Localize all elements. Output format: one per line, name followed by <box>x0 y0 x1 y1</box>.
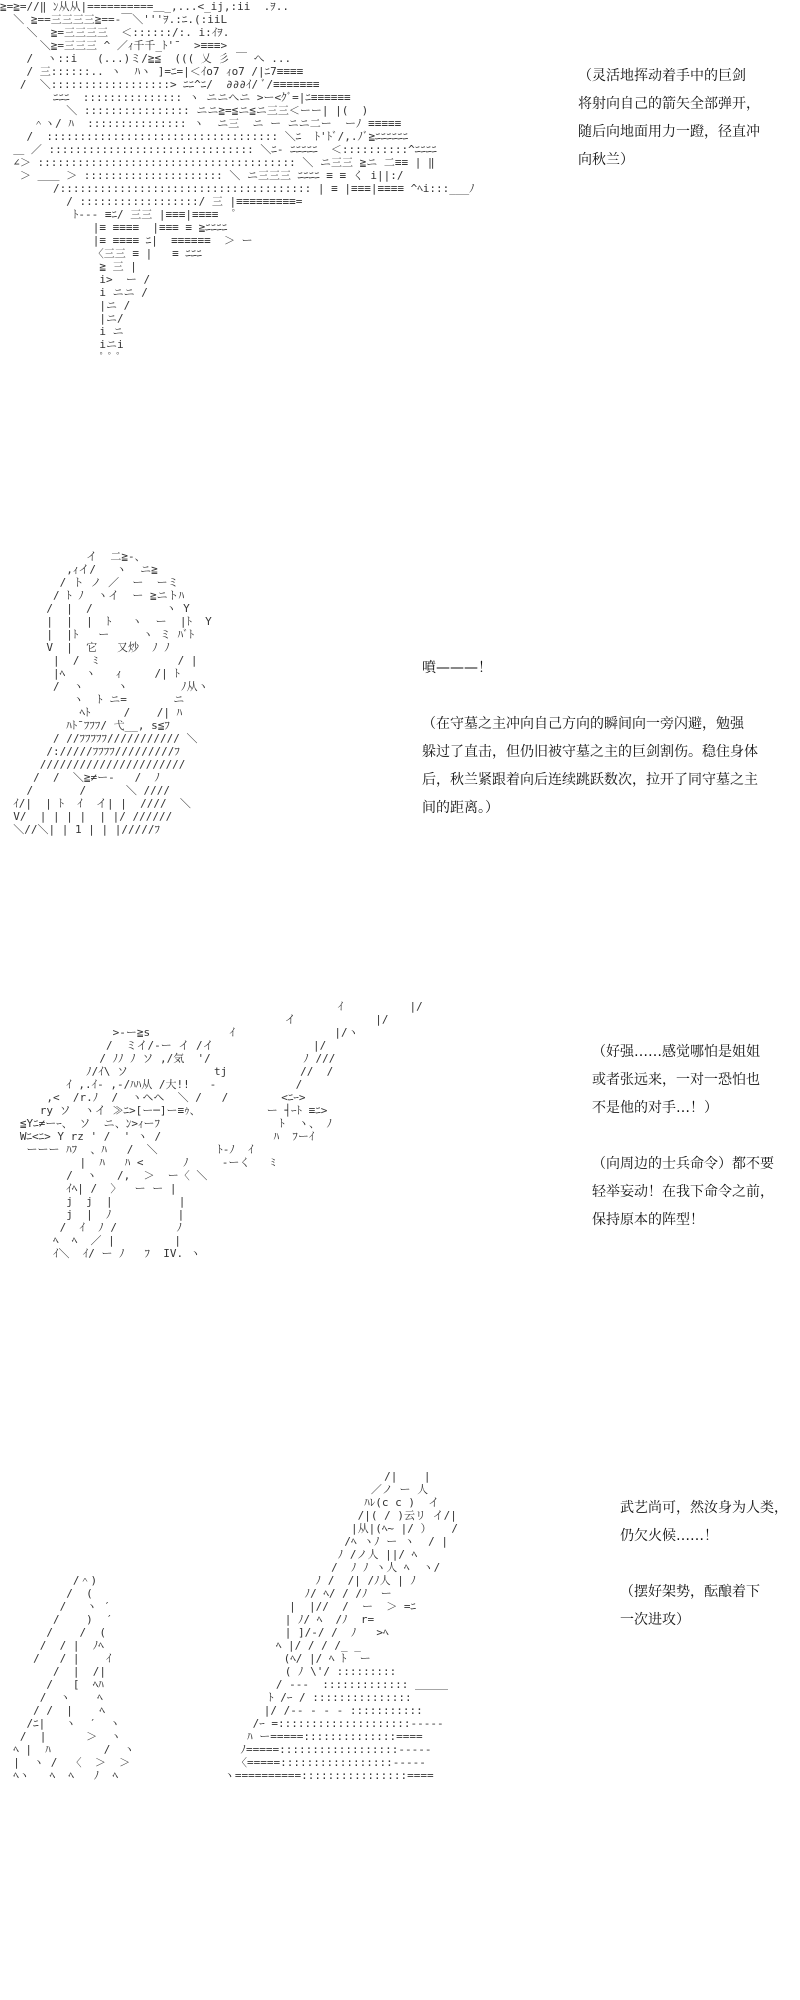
ascii-art-archer-aiming: ｲ |/ イ |/ >-ー≧s ｲ |/ヽ / ミイ/-ー イ /イ |/ / ﾉﾉ ﾉ ソ ,/気 '/ ﾉ /// ﾉ/ｲ\ ソ tj // / ｲ ,.ｲ- ,-/ﾊﾊ从 /大!! - / ,< /r.ﾉ / ヽヘヘ ＼ / / <ﾆｰ> ry ソ ヽイ ≫ﾆ>[ー─]ー≡ｩ、 ー ┤ｰﾄ ≡ﾆ> ≦Yﾆ≠ーｰ、 ソ ニ、ﾝ>ｨーﾌ ﾄ ヽ、 ﾉ Wﾆ<ﾆ> Y rz ' / ' ヽ / ﾊ ﾌーｲ ーーー ﾊﾌ 、ﾊ / ＼ ﾄ-ﾉ ｲ | ﾊ ﾊ < ﾉ -ーく ﾐ / ヽ /, ＞ ー〈 ＼ ｲﾍ| / 〉 ー ー | j j | | j | ﾉ | / ｲ ﾉ / ﾉ ﾍ ﾍ ／ | | ｲ＼ ｲ/ ー ﾉ ﾌ IV. ヽ <box>19 1000 423 1260</box>
panel-4 <box>0 1450 800 2000</box>
guardian-dialogue: 武艺尚可，然汝身为人类， 仍欠火候……！ （摆好架势，酝酿着下 一次进攻） <box>620 1500 788 1628</box>
ascii-art-archer-girl: イ 二≧-、 ,ｨイ/ ヽ ニ≧ / ト ノ ／ ー ーミ / ﾄ ﾉ ヽイ ー ≧ニトﾊ / | / ヽ Y | | | ﾄ ヽ ー |ﾄ Y | |ﾄ ー ヽ ミ ﾊﾞﾄ V | 它 又炒 ﾉ ﾉ | / ﾐ / | |ﾍ ヽ ｨ /| ﾄ / ヽ ヽ ﾉ从ヽ ヽ ﾄ ニ= ニ ﾍﾄ / /| ﾊ ﾊﾄ¯ﾌﾌﾌ/ 弋__, s≦ﾌ / //ﾌﾌﾌﾌﾌ/////////// ＼ /://///ﾌﾌﾌﾌ/////////ﾌ ////////////////////// / / ＼≧≠ー- / ﾉ / / ＼ //// ｲ/| | ﾄ ｲ イ| | //// ＼ V/ | | | | | |/ ////// ＼//＼| | 1 | | |/////ﾌ <box>13 550 212 836</box>
narration-text: （灵活地挥动着手中的巨剑 将射向自己的箭矢全部弹开， 随后向地面用力一蹬，径直冲 向秋兰） <box>578 68 760 168</box>
panel-3 <box>0 1000 800 1420</box>
thought-and-command: （好强……感觉哪怕是姐姐 或者张远来，一对一恐怕也 不是他的对手…！） （向周边的士兵命令）都不要 轻举妄动！在我下命令之前， 保持原本的阵型！ <box>592 1044 774 1228</box>
panel-1 <box>0 0 800 500</box>
panel-2 <box>0 530 800 980</box>
ascii-art-swordsman-leap: ≧=≧=//‖ ﾝ从从|==========＿_,...<_ij,:ii .ｦ.. ＼ ≧==三三三三≧==-￣＼'''ｦ.:ﾆ.(:iiL ＼ ≧=三三三三 ＜::::::/:. i:ｲｦ. ＼≧=三三三 ^ ／ｨ千千_ﾄ'¯ >≡≡≡> / ヽ::i (...)ミ/≧≦ ((( 乂 彡 ￣ へ ... / 三::::::.. ヽ ﾊヽ ]=ﾆ=|＜ｲo7 ｨo7 /|ﾆ7≡≡≡≡ / ＼::::::::::::::::::> ﾆﾆ^ﾆ/ ∂∂∂ｲ/ ﾞ/≡≡≡≡≡≡≡ ﾆﾆﾆ ::::::::::::::: ヽ ニニへニ >ー<ｸﾞ=|ﾆ≡≡≡≡≡≡ ＼ :::::::::::::::: ニニ≧=≦ニ≦ニ三三＜ーー| |( ) ＾ヽ/ ﾊ ::::::::::::::: ヽ ニ三 ニ ー ニニ二ー ーﾉ ≡≡≡≡≡ / ::::::::::::::::::::::::::::::::::: ＼ﾆ ﾄ'ﾄﾞ/,.ﾉﾞ≧ﾆﾆﾆﾆﾆﾆ ＿ ／ ::::::::::::::::::::::::::::::: ＼ﾆ- ﾆﾆﾆﾆﾆ ＜::::::::::^ﾆﾆﾆﾆ ∠＞ ::::::::::::::::::::::::::::::::::::::: ＼ ニ三三 ≧ニ 二≡≡ | ‖ ＞ ＿＿ ＞ ::::::::::::::::::::: ＼ ニ三三三 ﾆﾆﾆﾆ ≡ ≡ く i||:/ /:::::::::::::::::::::::::::::::::::::: | ≡ |≡≡≡|≡≡≡≡ ^ﾍi:::___ﾉ / ::::::::::::::::::/ 三 |≡≡≡≡≡≡≡≡≡= ﾄ--- ≡ﾆ/ 三三 |≡≡≡|≡≡≡≡ ﾟ |≡ ≡≡≡≡ |≡≡≡ ≡ ≧ﾆﾆﾆﾆ |≡ ≡≡≡≡ ﾆ| ≡≡≡≡≡≡ ＞ ー 〈三三 ≡ | ≡ ﾆﾆﾆ ≧ 三 | i> ー / i ニニ / |ニ / |ニ/ i ニ iニi ﾟ ﾟ ﾟ <box>0 0 475 364</box>
ascii-art-tomb-guardian: /| | ／ノ ー 人 ﾊﾚ(c c ) イ /|( / )云リ イ/| |从|(ﾍ~ |/ ） / /ﾍ ヽﾉ ー ヽ / | ﾉ /ノ人 ||/ ﾍ / ﾉ ﾉ ヽ人 ﾍ ヽ/ /＾) ﾉ / /| /ﾉ人 | ﾉ / ( ﾉ/ ﾍ/ / /ﾉ ー / ヽ ′ | |// / ー ＞ =ﾆ / ) ′ | ﾉ/ ﾍ /ﾉ r= / / ( | ]/-/ / ﾉ >ﾍ / / | ﾉﾍ ﾍ |/ / / /_ _ / / | ｲ (ﾍ/ |/ ﾍ ﾄ ー / | /| ( ﾉ \'/ ::::::::: / [ ﾍﾊ / --- ::::::::::::: ＿＿＿ / ヽ ﾍ ﾄ /ｰ / ::::::::::::::: / / | ﾍ |/ /-- - - - ::::::::::: /ﾆ| ヽ ′ ヽ /ｰ =::::::::::::::::::::----- / | ＞ ヽ ﾊ ー=====::::::::::::::==== ﾍ | ﾊ / ヽ ﾉ=====::::::::::::::::::----- | ヽ / 〈 ＞ ＞ 〈=====:::::::::::::::::----- ﾍヽ ﾍ ﾍ ﾉ ﾍ ヽ==========::::::::::::::::==== <box>13 1470 458 1782</box>
dialogue-and-narration: 噴———！ （在守墓之主冲向自己方向的瞬间向一旁闪避，勉强 躲过了直击，但仍旧被守墓之主的巨剑割伤。稳住身体 后，秋兰紧跟着向后连续跳跃数次，拉开了同守墓之主 间的距离。） <box>422 660 758 816</box>
